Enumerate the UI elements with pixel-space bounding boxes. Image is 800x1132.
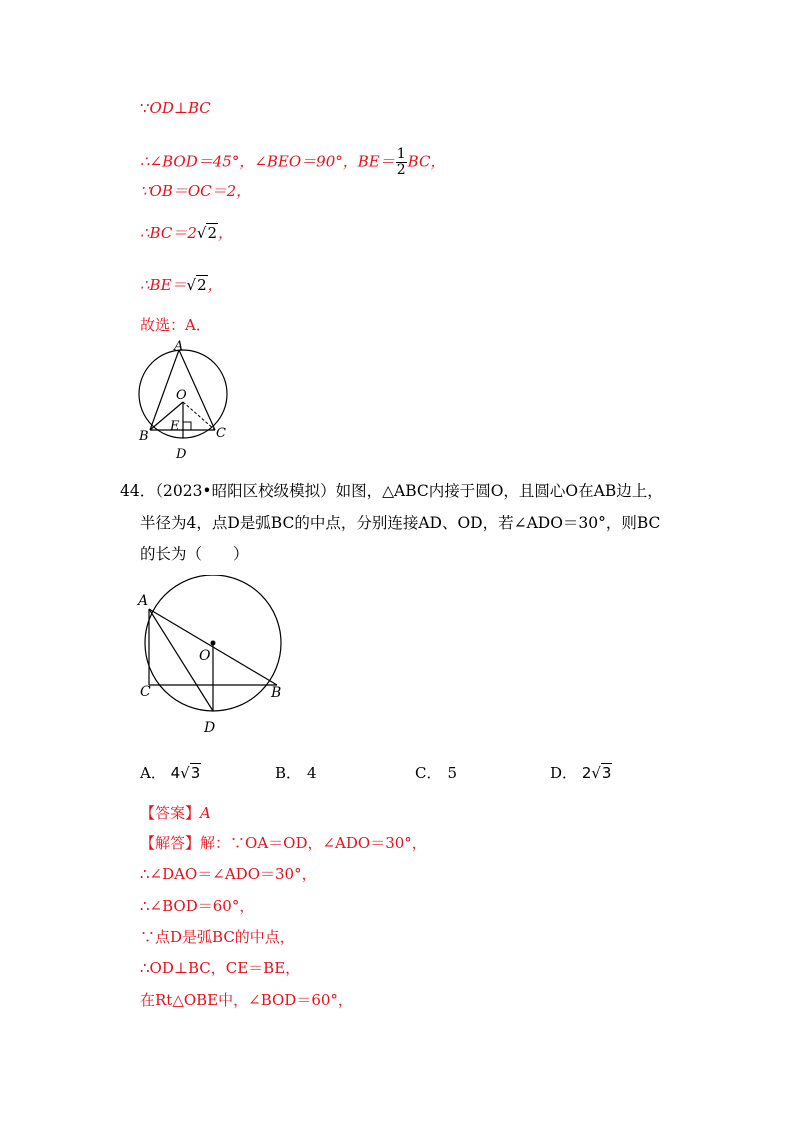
answer-line: 【答案】A: [140, 804, 211, 822]
fig2-label-A: A: [138, 593, 149, 609]
fig1-label-D: D: [176, 447, 187, 462]
option-d[interactable]: D． 2√3: [550, 764, 612, 782]
solution-line-5: ∴OD⊥BC，CE＝BE，: [140, 959, 301, 977]
prev-solution-line-4: ∴BC＝2√2，: [140, 224, 233, 242]
fig1-label-C: C: [216, 426, 226, 441]
fig2-label-D: D: [204, 720, 216, 736]
solution-line-6: 在Rt△OBE中，∠BOD＝60°，: [140, 991, 353, 1009]
option-a[interactable]: A． 4√3: [140, 764, 201, 782]
fig1-label-A: A: [174, 339, 184, 354]
fig2-label-B: B: [271, 685, 282, 701]
fig1-label-E: E: [170, 419, 180, 434]
prev-solution-choice: 故选：A．: [140, 316, 211, 334]
fraction-one-half: $\frac{1}{2}$: [396, 146, 406, 178]
solution-line-1: 【解答】解：∵OA＝OD，∠ADO＝30°，: [140, 834, 427, 852]
geometry-figure-2: [135, 575, 295, 740]
prev-solution-line-1: ∵OD⊥BC: [140, 99, 211, 117]
sqrt-2: √2: [186, 276, 207, 294]
option-b[interactable]: B． 4: [275, 764, 317, 782]
geometry-figure-1: [130, 338, 240, 463]
fig2-label-C: C: [140, 684, 151, 700]
option-c[interactable]: C． 5: [415, 764, 458, 782]
solution-line-2: ∴∠DAO＝∠ADO＝30°，: [140, 865, 317, 883]
sqrt-2: √2: [196, 224, 217, 242]
fig1-label-B: B: [139, 429, 149, 444]
fig2-label-O: O: [199, 648, 211, 664]
solution-line-3: ∴∠BOD＝60°，: [140, 897, 255, 915]
fig1-label-O: O: [176, 388, 187, 403]
prev-solution-line-5: ∴BE＝√2，: [140, 276, 223, 294]
question-44-line-2: 半径为4，点D是弧BC的中点，分别连接AD、OD，若∠ADO＝30°，则BC: [140, 514, 661, 532]
question-44-line-3: 的长为（ ）: [140, 545, 249, 563]
question-44-line-1: 44．（2023•昭阳区校级模拟）如图，△ABC内接于圆O，且圆心O在AB边上，: [120, 482, 663, 500]
solution-line-4: ∵点D是弧BC的中点，: [140, 928, 295, 946]
prev-solution-line-3: ∵OB＝OC＝2，: [140, 182, 252, 200]
prev-solution-line-2: ∴∠BOD＝45°，∠BEO＝90°，BE＝ $\frac{1}{2}$ BC，: [140, 146, 446, 178]
